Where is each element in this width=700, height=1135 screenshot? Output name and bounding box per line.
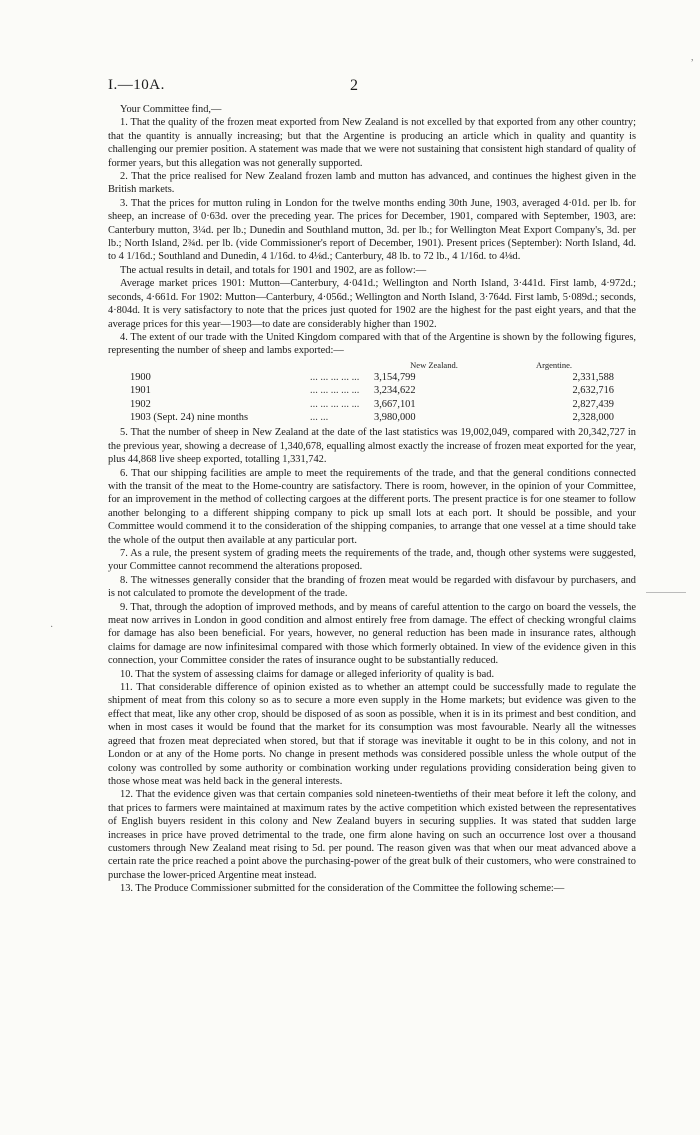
row-year: 1902 (130, 398, 151, 410)
row-year: 1901 (130, 385, 151, 397)
finding-4: 4. The extent of our trade with the United Kingdom compared with that of the Argentine is shown by the following figures, representing the number of sheep and lambs exported:— (108, 331, 636, 357)
row-leader: ... ... ... ... ... (310, 371, 360, 383)
finding-13: 13. The Produce Commissioner submitted for the consideration of the Committee the following scheme:— (120, 883, 565, 895)
finding-6: 6. That our shipping facilities are ample to meet the requirements of the trade, and that the general conditions connected with the transit of the meat to the Home-country are satisfactory. There is room, however, in the opinion of your Committee, for an improvement in the method of collecting cargoes at the different ports. The present practice is for one steamer to follow another belonging to a different shipping company to pick up small lots at each port. It should be possible, and your Committee would commend it to the consideration of the shipping companies, to arrange that one vessel at a time should take the whole of the output then available at any particular port. (108, 467, 636, 546)
finding-3-results-intro: The actual results in detail, and totals for 1901 and 1902, are as follow:— (120, 264, 427, 276)
margin-dot-mark: · (50, 622, 54, 633)
finding-5: 5. That the number of sheep in New Zealand at the date of the last statistics was 19,002,049, compared with 20,342,727 in the previous year, showing a decrease of 1,340,678, equalling almost exactly the increase of frozen meat exported for the year, plus 44,868 live sheep exported, totalling 1,331,742. (108, 427, 636, 466)
table-row (130, 371, 632, 384)
row-leader: ... ... ... ... ... (310, 398, 360, 410)
row-nz-value: 3,667,101 (374, 398, 416, 410)
finding-1: 1. That the quality of the frozen meat exported from New Zealand is not excelled by that exported from any other country; that the quantity is annually increasing; but that the Argentine is producing an article which in quality and quantity is challenging our premier position. A statement was made that we were not sustaining that consistent high standard of quality of former years, but this allegation was not generally supported. (108, 117, 636, 169)
row-ar-value: 2,328,000 (572, 411, 614, 423)
row-year: 1903 (Sept. 24) nine months (130, 411, 249, 423)
row-nz-value: 3,980,000 (374, 411, 416, 423)
exports-table-header (130, 360, 632, 371)
finding-3-market-prices: Average market prices 1901: Mutton—Canterbury, 4·041d.; Wellington and North Island, 3·441d. First lamb, 4·972d.; seconds, 4·661d. For 1902: Mutton—Canterbury, 4·056d.; Wellington and North Island, 3·764d. First lamb, 5·089d.; seconds, 4·804d. It is very satisfactory to note that the prices just quoted for 1902 are the highest for the past eight years, and that the average prices for this year—1903—to date are considerably higher than 1902. (108, 278, 636, 330)
page-number: 2 (350, 77, 358, 94)
finding-11: 11. That considerable difference of opinion existed as to whether an attempt could be successfully made to regulate the shipment of meat from this colony so as to secure a more even supply in the Home markets; but evidence was given to the effect that meat, like any other crop, should be disposed of as soon as possible, when it is in its primest and best condition, and when in most cases it would be found that the market for its consumption was most favourable. Nearly all the witnesses agreed that frozen meat depreciated when stored, but that if storage was inevitable it ought to be in this colony, and not in London or at any of the Home ports. No change in present methods was considered possible unless the whole output of the colony was controlled by some authority or combination working under regulations providing consideration being given to those whose meat was held back in the general interests. (108, 682, 636, 787)
table-row (130, 384, 632, 397)
page-header (108, 77, 636, 99)
intro-line: Your Committee find,— (120, 104, 222, 115)
exports-table (130, 360, 632, 425)
document-reference: I.—10A. (108, 77, 165, 93)
margin-rule-mark (646, 592, 686, 593)
col-new-zealand: New Zealand. (410, 359, 458, 370)
row-nz-value: 3,154,799 (374, 371, 416, 383)
finding-12: 12. That the evidence given was that certain companies sold nineteen-twentieths of their meat before it left the colony, and that prices to farmers were maintained at maximum rates by the active competition which existed between the representatives of English buyers resident in this colony and New Zealand buyers in securing supplies. It was stated that sudden large increases in price have proved detrimental to the trade, one firm alone having on such an occurrence lost over a thousand customers through New Zealand meat rising to 5d. per pound. The reason given was that when our meat advanced above a certain rate the price reached a point above the purchasing-power of the great bulk of their customers, who were constrained to purchase the lower-priced Argentine meat instead. (108, 789, 636, 881)
table-row (130, 398, 632, 411)
table-row (130, 411, 632, 424)
row-ar-value: 2,827,439 (572, 398, 614, 410)
finding-10: 10. That the system of assessing claims for damage or alleged inferiority of quality is bad. (120, 668, 495, 680)
row-leader: ... ... ... ... ... (310, 385, 360, 397)
row-nz-value: 3,234,622 (374, 385, 416, 397)
margin-tick-mark: , (691, 52, 694, 63)
finding-8: 8. The witnesses generally consider that the branding of frozen meat would be regarded with disfavour by purchasers, and is not calculated to promote the development of the trade. (108, 574, 636, 600)
row-ar-value: 2,331,588 (572, 371, 614, 383)
col-argentine: Argentine. (536, 359, 572, 370)
row-ar-value: 2,632,716 (572, 385, 614, 397)
finding-7: 7. As a rule, the present system of grading meets the requirements of the trade, and, though other systems were suggested, your Committee cannot recommend the alterations proposed. (108, 548, 636, 573)
finding-2: 2. That the price realised for New Zealand frozen lamb and mutton has advanced, and continues the highest given in the British markets. (108, 171, 636, 196)
row-year: 1900 (130, 371, 151, 383)
row-leader: ... ... (310, 411, 329, 423)
finding-3: 3. That the prices for mutton ruling in London for the twelve months ending 30th June, 1903, averaged 4·01d. per lb. for sheep, an increase of 0·63d. over the preceding year. The prices for December, 1901, compared with September, 1903, are: Canterbury mutton, 3¼d. per lb.; Dunedin and Southland mutton, 3d. per lb.; for Wellington Meat Export Company's, 3d. per lb.; North Island, 2¾d. per lb. (vide Commissioner's report of December, 1901). Present prices (September): North Island, 4d. to 4 1/16d.; Southland and Dunedin, 4 1/16d. to 4⅛d.; Canterbury, 48 lb. to 72 lb., 4 1/16d. to 4⅛d. (108, 197, 636, 263)
finding-9: 9. That, through the adoption of improved methods, and by means of careful attention to the cargo on board the vessels, the meat now arrives in London in good condition and almost entirely free from damage. The effect of checking wrongful claims for damage has also been beneficial. For years, however, no general reduction has been made in insurance rates, although claims for damage are now infinitesimal compared with those which formerly obtained. In view of the evidence given in this connection, your Committee consider the rates of insurance ought to be substantially reduced. (108, 601, 636, 667)
report-body (108, 103, 636, 896)
